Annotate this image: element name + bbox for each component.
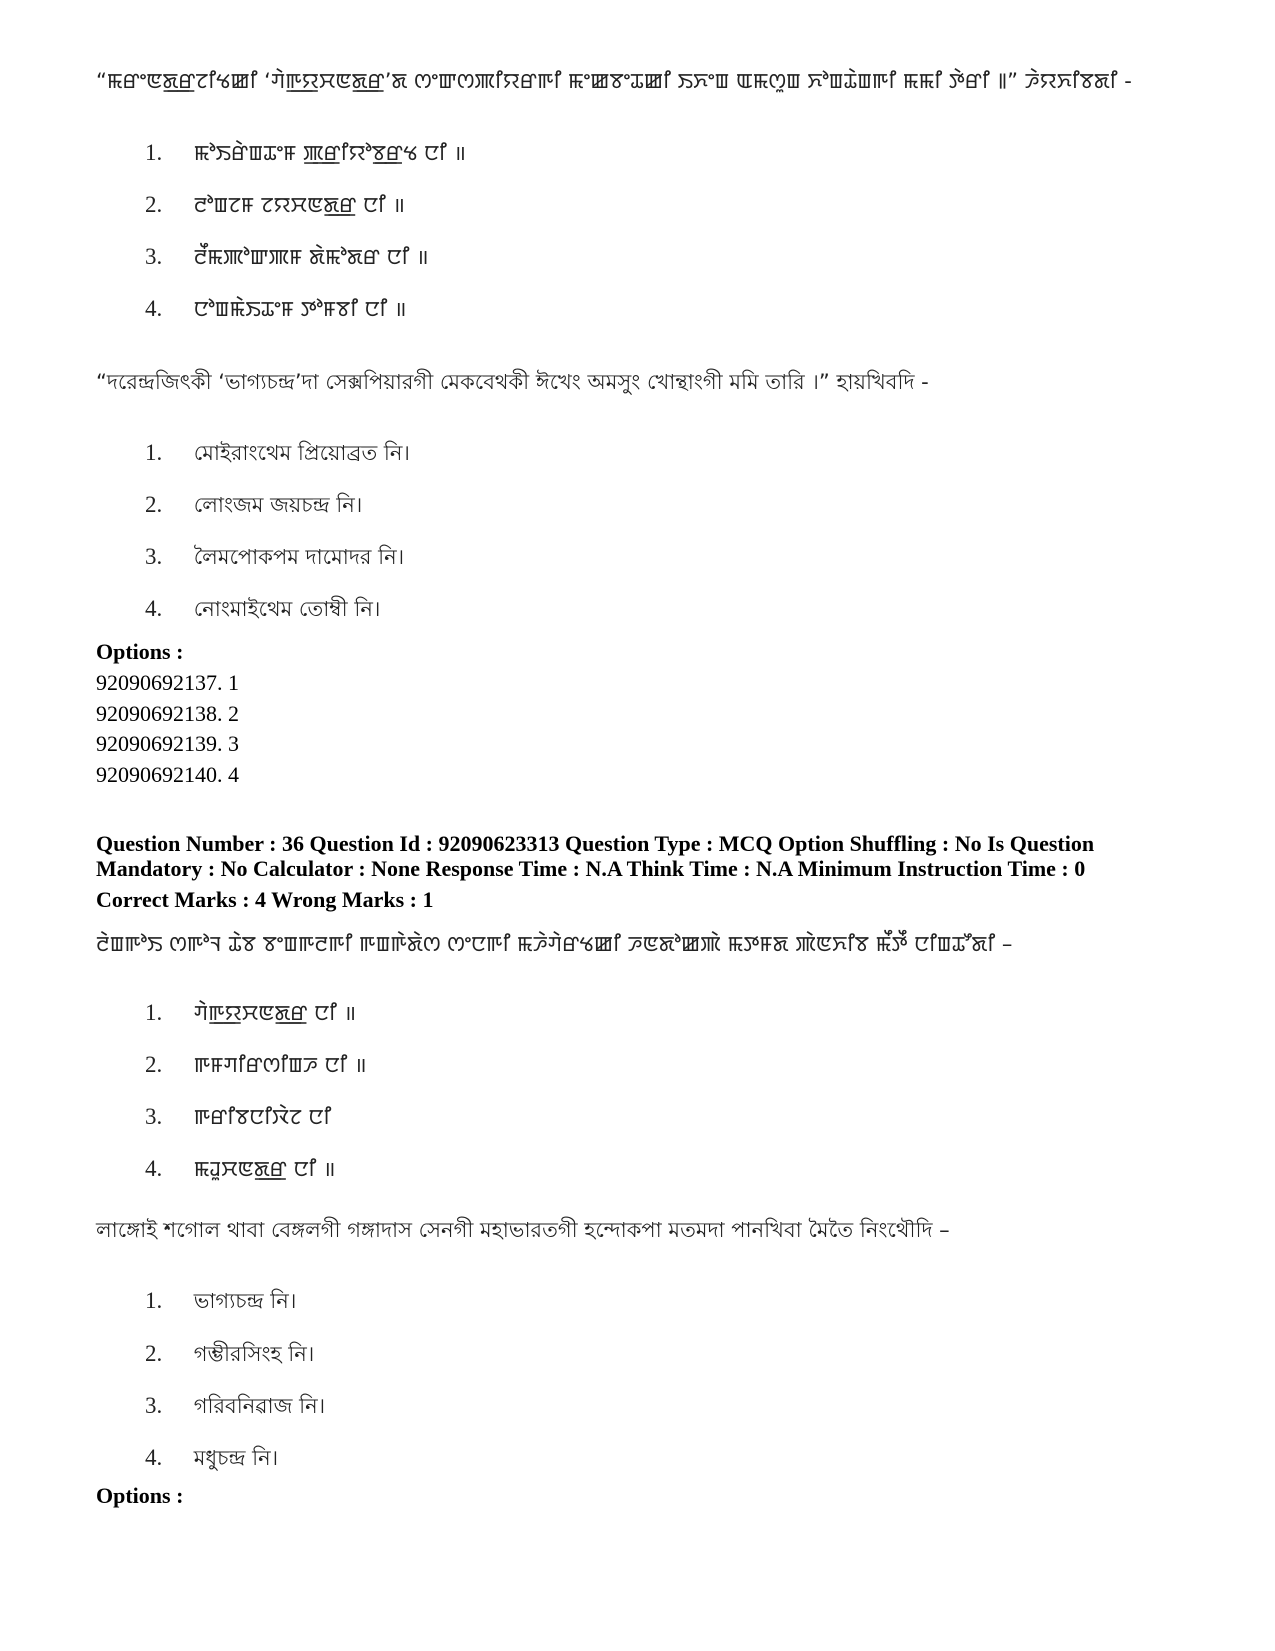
option-item bbox=[145, 138, 466, 167]
option-item bbox=[145, 998, 356, 1027]
option-text: ꯚꯥꯒ꯭ꯌꯆꯟꯗ꯭ꯔ ꯅꯤ ॥ bbox=[193, 1001, 357, 1025]
option-text: লৈমপোকপম দামোদর নি। bbox=[193, 545, 405, 569]
question-text-meetei-1: “ꯃꯔꯦꯟꯗ꯭ꯔꯖꯤꯠꯀꯤ ‘ꯚꯥꯒ꯭ꯌꯆꯟꯗ꯭ꯔ’ꯗ ꯁꯦꯛꯁꯄꯤꯌꯔꯒꯤ ꯃꯦꯀꯕꯦꯊꯀꯤ ꯏꯈꯦꯡ ꯑꯃꯁꯨꯡ ꯈꯣꯡꯊꯥꯡꯒꯤ ꯃꯃꯤ ꯇꯥꯔꯤ ꯫” ꯍꯥꯌꯈꯤꯕꯗꯤ - bbox=[96, 69, 1132, 93]
option-number: 1. bbox=[145, 1288, 163, 1313]
question-text-bengali-2: লাঙ্গোই শগোল থাবা বেঙ্গলগী গঙ্গাদাস সেনগী মহাভারতগী হন্দোকপা মতমদা পানখিবা মৈতৈ নিংথৌদি – bbox=[96, 1218, 950, 1242]
option-number: 3. bbox=[145, 1104, 163, 1129]
option-number: 1. bbox=[145, 1000, 163, 1025]
question-meta-line: Question Number : 36 Question Id : 92090623313 Question Type : MCQ Option Shuffling : No Is Question bbox=[96, 831, 1095, 856]
option-text: মধুচন্দ্র নি। bbox=[193, 1446, 279, 1470]
option-number: 3. bbox=[145, 244, 163, 269]
option-item bbox=[145, 1338, 314, 1373]
question-marks-line: Correct Marks : 4 Wrong Marks : 1 bbox=[96, 887, 434, 912]
option-text: ꯃꯣꯏꯔꯥꯡꯊꯦꯝ ꯄ꯭ꯔꯤꯌꯣꯕ꯭ꯔꯠ ꯅꯤ ॥ bbox=[193, 141, 466, 165]
option-text: লোংজম জয়চন্দ্র নি। bbox=[193, 493, 363, 517]
option-number: 2. bbox=[145, 492, 163, 517]
option-item bbox=[145, 242, 429, 271]
options-label: Options : bbox=[96, 1483, 184, 1508]
option-item bbox=[145, 593, 380, 628]
option-number: 1. bbox=[145, 440, 163, 465]
option-text: মোইরাংথেম প্রিয়োব্রত নি। bbox=[193, 441, 410, 465]
option-item bbox=[145, 541, 404, 576]
option-text: ꯒꯝꯚꯤꯔꯁꯤꯡꯍ ꯅꯤ ॥ bbox=[193, 1053, 367, 1077]
option-number: 3. bbox=[145, 1393, 163, 1418]
option-number: 2. bbox=[145, 1052, 163, 1077]
option-id-line: 92090692138. 2 bbox=[96, 701, 239, 726]
question-meta-line: Mandatory : No Calculator : None Response Time : N.A Think Time : N.A Minimum Instruction Time : 0 bbox=[96, 856, 1086, 881]
option-item bbox=[145, 1050, 367, 1079]
option-number: 4. bbox=[145, 596, 163, 621]
option-item bbox=[145, 190, 405, 219]
option-item bbox=[145, 1154, 336, 1183]
option-item bbox=[145, 1390, 325, 1425]
option-number: 4. bbox=[145, 1156, 163, 1181]
option-text: ꯅꯣꯡꯃꯥꯏꯊꯦꯝ ꯇꯣꯝꯕꯤ ꯅꯤ ॥ bbox=[193, 297, 407, 321]
question-text-bengali-1: “দরেন্দ্রজিৎকী ‘ভাগ্যচন্দ্র’দা সেক্সপিয়ারগী মেকবেথকী ঈখেং অমসুং খোন্থাংগী মমি তারি ।” হায়খিবদি - bbox=[96, 370, 929, 394]
option-item bbox=[145, 1442, 278, 1477]
option-text: গরিবনিৱাজ নি। bbox=[193, 1394, 326, 1418]
option-text: ভাগ্যচন্দ্র নি। bbox=[193, 1289, 297, 1313]
option-number: 2. bbox=[145, 1341, 163, 1366]
option-item bbox=[145, 1285, 296, 1320]
option-number: 4. bbox=[145, 1445, 163, 1470]
option-number: 4. bbox=[145, 296, 163, 321]
option-item bbox=[145, 489, 362, 524]
option-id-line: 92090692137. 1 bbox=[96, 670, 239, 695]
option-text: ꯃꯙꯨꯆꯟꯗ꯭ꯔ ꯅꯤ ॥ bbox=[193, 1157, 336, 1181]
option-item bbox=[145, 294, 407, 323]
option-id-line: 92090692139. 3 bbox=[96, 731, 239, 756]
option-id-line: 92090692140. 4 bbox=[96, 762, 239, 787]
options-label: Options : bbox=[96, 639, 184, 664]
option-number: 1. bbox=[145, 140, 163, 165]
option-text: নোংমাইথেম তোম্বী নি। bbox=[193, 597, 381, 621]
question-text-meetei-2: ꯂꯥꯡꯒꯣꯏ ꯁꯒꯣꯜ ꯊꯥꯕ ꯕꯦꯡꯒꯂꯒꯤ ꯒꯡꯒꯥꯗꯥꯁ ꯁꯦꯅꯒꯤ ꯃꯍꯥꯚꯥꯔꯠꯀꯤ ꯍꯟꯗꯣꯀꯄꯥ ꯃꯇꯝꯗ ꯄꯥꯟꯈꯤꯕ ꯃꯩꯇꯩ ꯅꯤꯡꯊꯧꯗꯤ – bbox=[96, 932, 1013, 956]
option-text: ꯂꯩꯃꯄꯣꯛꯄꯝ ꯗꯥꯃꯣꯗꯔ ꯅꯤ ॥ bbox=[193, 245, 429, 269]
option-item bbox=[145, 437, 410, 472]
option-item bbox=[145, 1102, 331, 1131]
option-number: 3. bbox=[145, 544, 163, 569]
option-number: 2. bbox=[145, 192, 163, 217]
option-text: ꯒꯔꯤꯕꯅꯤꯋꯥꯖ ꯅꯤ bbox=[193, 1105, 332, 1129]
option-text: ꯂꯣꯡꯖꯝ ꯖꯌꯆꯟꯗ꯭ꯔ ꯅꯤ ॥ bbox=[193, 193, 405, 217]
option-text: গম্ভীরসিংহ নি। bbox=[193, 1342, 315, 1366]
